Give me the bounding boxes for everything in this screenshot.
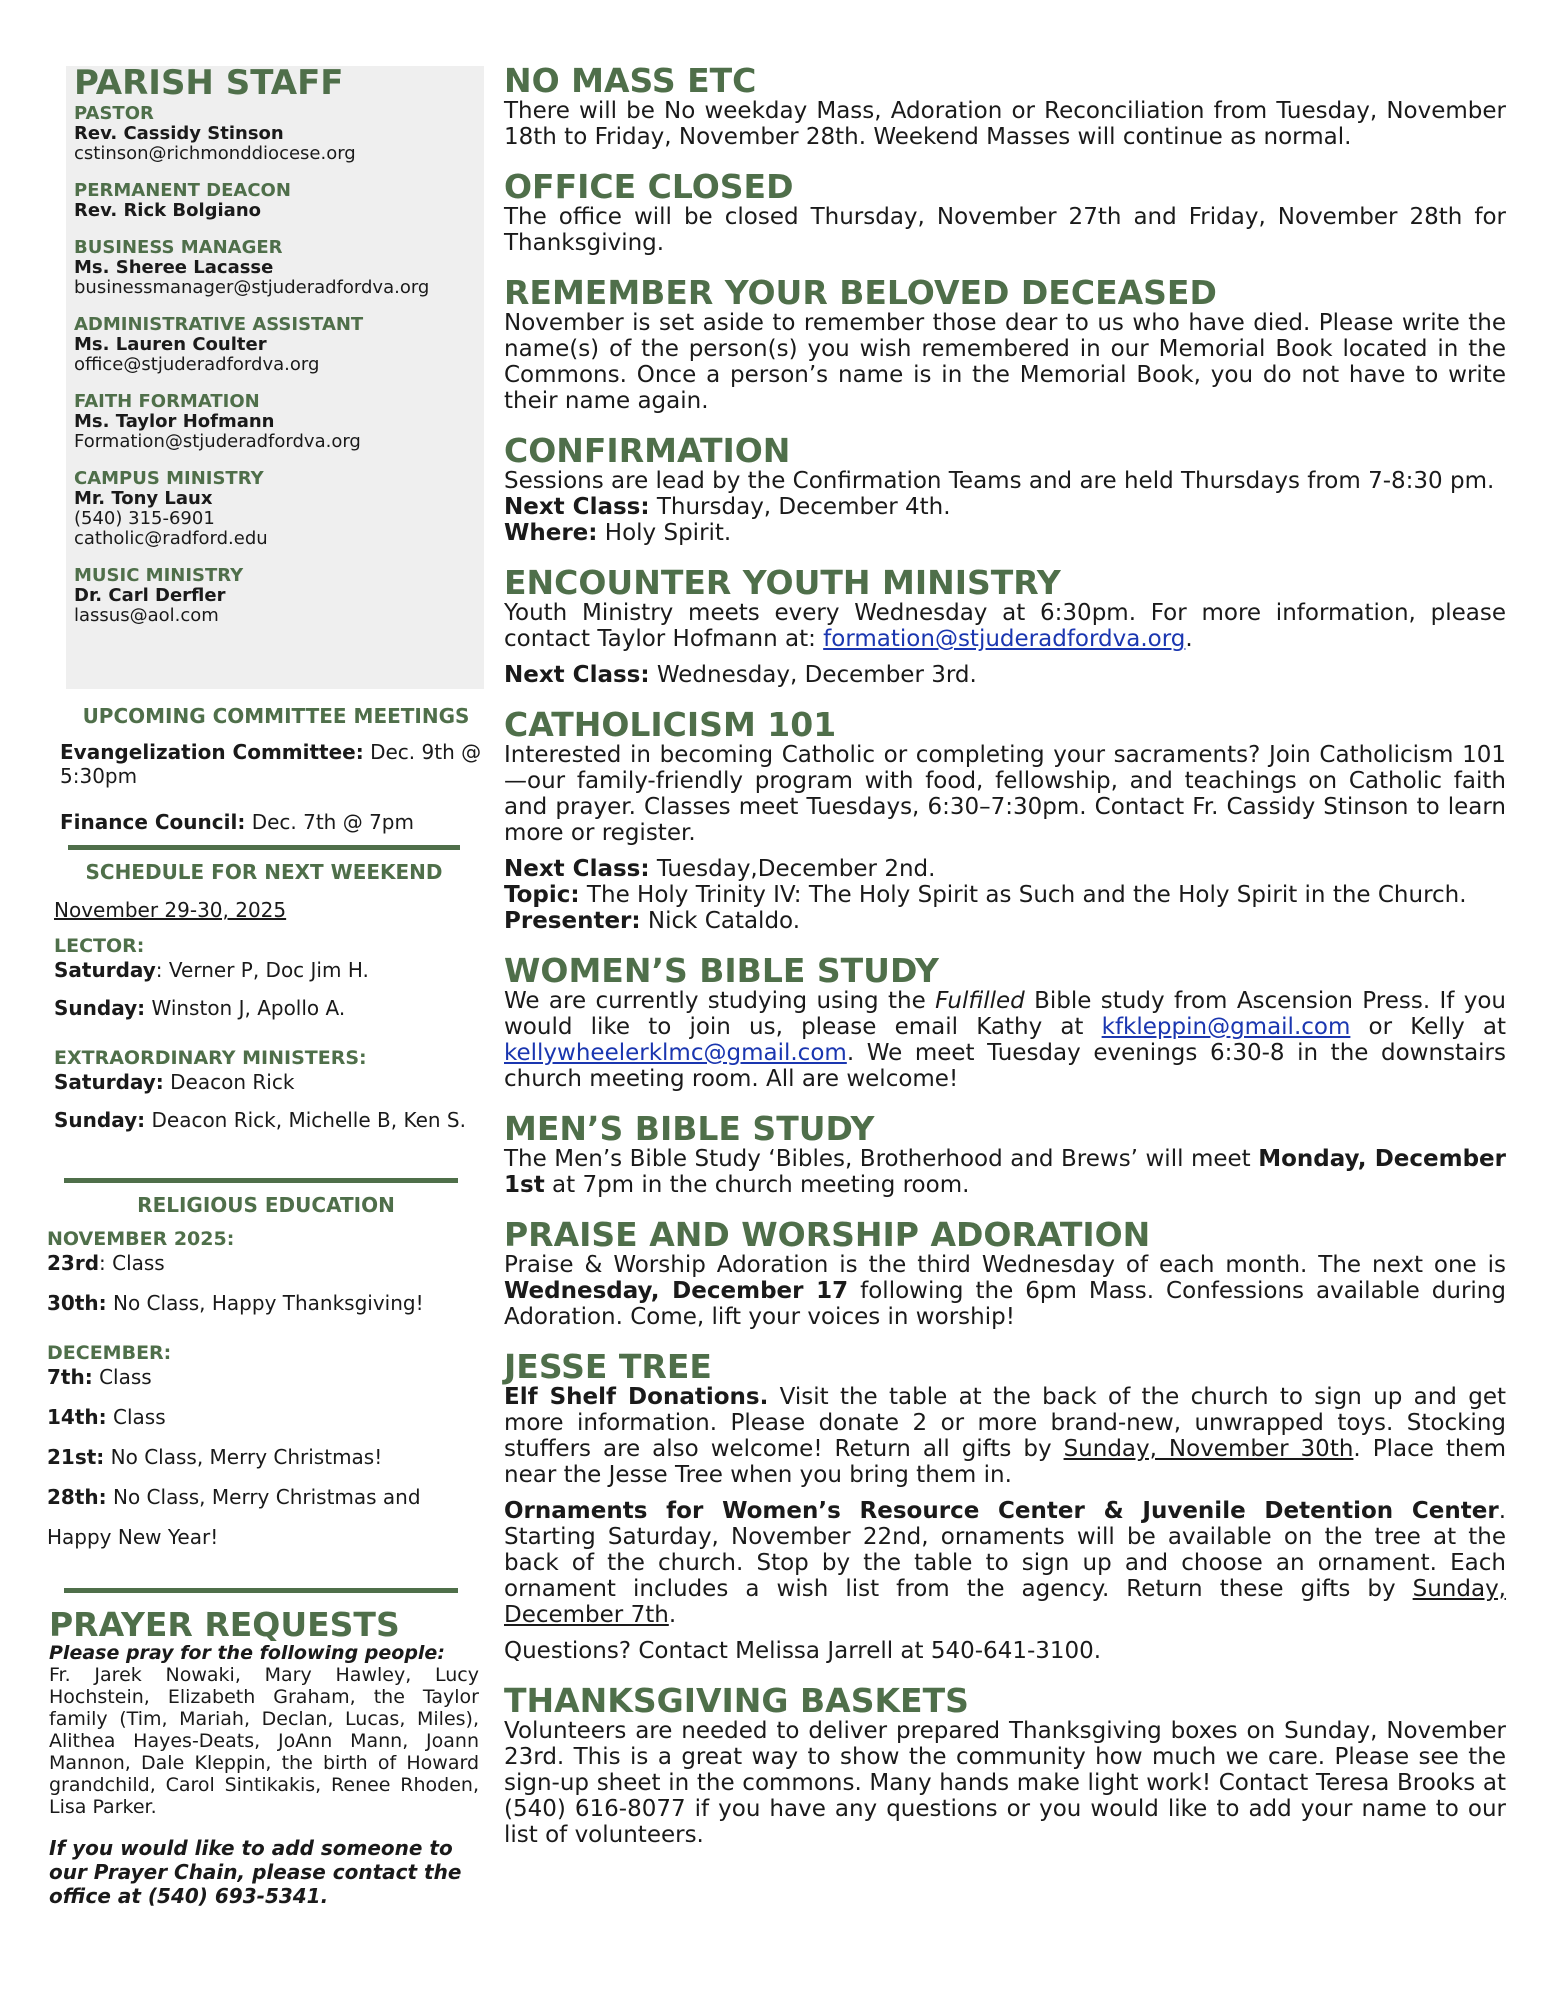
- staff-name: Mr. Tony Laux: [74, 488, 213, 509]
- month-title: DECEMBER:: [47, 1342, 172, 1364]
- lector-title: LECTOR:: [54, 935, 145, 957]
- staff-name: Ms. Lauren Coulter: [74, 334, 267, 355]
- kathy-email-link[interactable]: kfkleppin@gmail.com: [1101, 1014, 1351, 1040]
- right-column: [504, 61, 1507, 1868]
- staff-role: ADMINISTRATIVE ASSISTANT: [74, 314, 364, 335]
- section-title: OFFICE CLOSED: [504, 167, 794, 206]
- section-title: CONFIRMATION: [504, 431, 791, 470]
- section-title: ENCOUNTER YOUTH MINISTRY: [504, 563, 1061, 602]
- staff-role: BUSINESS MANAGER: [74, 237, 283, 258]
- prayer-footer: If you would like to add someone to our Prayer Chain, please contact the office at (540) 693-5341.: [49, 1836, 462, 1908]
- divider: [64, 1588, 458, 1593]
- section-title: THANKSGIVING BASKETS: [504, 1681, 969, 1720]
- prayer-intro: Please pray for the following people:: [49, 1642, 445, 1664]
- section-text: Sessions are lead by the Confirmation Teams and are held Thursdays from 7-8:30 pm.: [504, 468, 1495, 494]
- section-text: Praise & Worship Adoration is the third Wednesday of each month. The next one is Wednesday, December 17 following the 6pm Mass. Confessions available during Adoration. Come, lift your voices in worship!: [504, 1252, 1506, 1330]
- womens-bible-study-section: [504, 951, 1506, 1092]
- religious-education: [47, 1193, 487, 1557]
- committee-item: Evangelization Committee: Dec. 9th @ 5:30pm: [60, 740, 482, 788]
- section-title: JESSE TREE: [504, 1347, 712, 1386]
- staff-role: MUSIC MINISTRY: [74, 565, 244, 586]
- catholicism-101-section: [504, 705, 1506, 934]
- section-text: Questions? Contact Melissa Jarrell at 540-641-3100.: [504, 1638, 1102, 1664]
- prayer-title: PRAYER REQUESTS: [49, 1605, 400, 1644]
- parish-staff-title: PARISH STAFF: [74, 63, 344, 103]
- schedule-date: November 29-30, 2025: [54, 898, 287, 922]
- section-text: Volunteers are needed to deliver prepared Thanksgiving boxes on Sunday, November 23rd. This is a great way to show the community how much we care. Please see the sign-up sheet in the commons. Many hands make light work! Contact Teresa Brooks at (540) 616-8077 if you have any questions or you would like to add your name to our list of volunteers.: [504, 1718, 1506, 1848]
- class-item: 23rd: Class: [47, 1251, 165, 1275]
- committee-meetings: [58, 704, 494, 834]
- prayer-requests: [49, 1605, 479, 1908]
- praise-worship-section: [504, 1215, 1506, 1330]
- staff-name: Dr. Carl Derfler: [74, 585, 226, 606]
- divider: [64, 1178, 458, 1183]
- em-title: EXTRAORDINARY MINISTERS:: [54, 1047, 367, 1069]
- committee-item: Finance Council: Dec. 7th @ 7pm: [60, 810, 414, 834]
- youth-ministry-section: [504, 563, 1506, 688]
- section-text: The Men’s Bible Study ‘Bibles, Brotherhood and Brews’ will meet Monday, December 1st at 7pm in the church meeting room.: [504, 1146, 1507, 1198]
- section-title: REMEMBER YOUR BELOVED DECEASED: [504, 273, 1217, 312]
- next-class: Next Class: Wednesday, December 3rd.: [504, 662, 977, 688]
- section-text: We are currently studying using the Fulfilled Bible study from Ascension Press. If you would like to join us, please email Kathy at kfkleppin@gmail.com or Kelly at kellywheelerklmc@gmail.com. We meet Tuesday evenings 6:30-8 in the downstairs church meeting room. All are welcome!: [504, 988, 1506, 1092]
- staff-contact: businessmanager@stjuderadfordva.org: [74, 277, 430, 298]
- section-title: PRAISE AND WORSHIP ADORATION: [504, 1215, 1151, 1254]
- deceased-section: [504, 273, 1506, 414]
- committee-title: UPCOMING COMMITTEE MEETINGS: [82, 704, 470, 728]
- staff-contact: office@stjuderadfordva.org: [74, 354, 320, 375]
- section-text: Ornaments for Women’s Resource Center & Juvenile Detention Center. Starting Saturday, November 22nd, ornaments will be available on the tree at the back of the church. Stop by the table to sign up and choose an ornament. Each ornament includes a wish list from the agency. Return these gifts by Sunday, December 7th.: [504, 1498, 1506, 1628]
- staff-name: Ms. Taylor Hofmann: [74, 411, 275, 432]
- em-item: Saturday: Deacon Rick: [54, 1070, 295, 1094]
- section-title: NO MASS ETC: [504, 61, 757, 100]
- staff-role: PASTOR: [74, 103, 154, 124]
- section-text: November is set aside to remember those dear to us who have died. Please write the name(s) of the person(s) you wish remembered in our Memorial Book located in the Commons. Once a person’s name is in the Memorial Book, you do not have to write their name again.: [504, 310, 1506, 414]
- class-item: 14th: Class: [47, 1405, 166, 1429]
- formation-email-link[interactable]: formation@stjuderadfordva.org: [823, 626, 1186, 652]
- staff-name: Ms. Sheree Lacasse: [74, 257, 274, 278]
- lector-item: Sunday: Winston J, Apollo A.: [54, 996, 346, 1020]
- class-item: 21st: No Class, Merry Christmas!: [47, 1445, 383, 1469]
- staff-role: CAMPUS MINISTRY: [74, 468, 264, 489]
- class-item: 30th: No Class, Happy Thanksgiving!: [47, 1291, 424, 1315]
- section-text: Youth Ministry meets every Wednesday at 6:30pm. For more information, please contact Taylor Hofmann at: formation@stjuderadfordva.org.: [504, 600, 1506, 652]
- month-title: NOVEMBER 2025:: [47, 1228, 235, 1250]
- next-class: Next Class: Tuesday,December 2nd.: [504, 856, 936, 882]
- prayer-names: Fr. Jarek Nowaki, Mary Hawley, Lucy Hochstein, Elizabeth Graham, the Taylor family (Tim, Mariah, Declan, Lucas, Miles), Alithea Hayes-Deats, JoAnn Mann, Joann Mannon, Dale Kleppin, the birth of Howard grandchild, Carol Sintikakis, Renee Rhoden, Lisa Parker.: [49, 1664, 479, 1818]
- staff-contact: (540) 315-6901: [74, 508, 215, 529]
- staff-contact: cstinson@richmonddiocese.org: [74, 143, 356, 164]
- parish-staff: [66, 63, 492, 626]
- jesse-tree-section: [504, 1347, 1507, 1664]
- religious-ed-title: RELIGIOUS EDUCATION: [137, 1193, 395, 1217]
- section-title: WOMEN’S BIBLE STUDY: [504, 951, 939, 990]
- divider: [68, 845, 460, 850]
- next-class: Next Class: Thursday, December 4th.: [504, 494, 951, 520]
- section-text: Interested in becoming Catholic or completing your sacraments? Join Catholicism 101—our family-friendly program with food, fellowship, and teachings on Catholic faith and prayer. Classes meet Tuesdays, 6:30–7:30pm. Contact Fr. Cassidy Stinson to learn more or register.: [504, 742, 1506, 846]
- staff-contact: lassus@aol.com: [74, 605, 219, 626]
- section-text: Elf Shelf Donations. Visit the table at the back of the church to sign up and get more information. Please donate 2 or more brand-new, unwrapped toys. Stocking stuffers are also welcome! Return all gifts by Sunday, November 30th. Place them near the Jesse Tree when you bring them in.: [504, 1384, 1507, 1488]
- class-item: 28th: No Class, Merry Christmas and Happy New Year!: [47, 1485, 421, 1549]
- section-title: CATHOLICISM 101: [504, 705, 837, 744]
- kelly-email-link[interactable]: kellywheelerklmc@gmail.com: [504, 1040, 847, 1066]
- staff-name: Rev. Rick Bolgiano: [74, 200, 262, 221]
- staff-role: PERMANENT DEACON: [74, 180, 291, 201]
- thanksgiving-baskets-section: [504, 1681, 1506, 1848]
- staff-contact: catholic@radford.edu: [74, 528, 268, 549]
- section-title: MEN’S BIBLE STUDY: [504, 1109, 875, 1148]
- staff-name: Rev. Cassidy Stinson: [74, 123, 284, 144]
- where: Where: Holy Spirit.: [504, 520, 732, 546]
- mens-bible-study-section: [504, 1109, 1507, 1198]
- staff-contact: Formation@stjuderadfordva.org: [74, 431, 361, 452]
- section-text: The office will be closed Thursday, November 27th and Friday, November 28th for Thanksgiving.: [504, 204, 1506, 256]
- em-item: Sunday: Deacon Rick, Michelle B, Ken S.: [54, 1108, 466, 1132]
- no-mass-section: [504, 61, 1506, 150]
- confirmation-section: [504, 431, 1506, 546]
- lector-item: Saturday: Verner P, Doc Jim H.: [54, 958, 369, 982]
- schedule-title: SCHEDULE FOR NEXT WEEKEND: [85, 860, 443, 884]
- presenter: Presenter: Nick Cataldo.: [504, 908, 801, 934]
- class-item: 7th: Class: [47, 1365, 152, 1389]
- office-closed-section: [504, 167, 1506, 256]
- schedule-section: [54, 860, 494, 1132]
- section-text: There will be No weekday Mass, Adoration or Reconciliation from Tuesday, November 18th to Friday, November 28th. Weekend Masses will continue as normal.: [504, 98, 1506, 150]
- staff-role: FAITH FORMATION: [74, 391, 260, 412]
- topic: Topic: The Holy Trinity IV: The Holy Spirit as Such and the Holy Spirit in the Church.: [504, 882, 1467, 908]
